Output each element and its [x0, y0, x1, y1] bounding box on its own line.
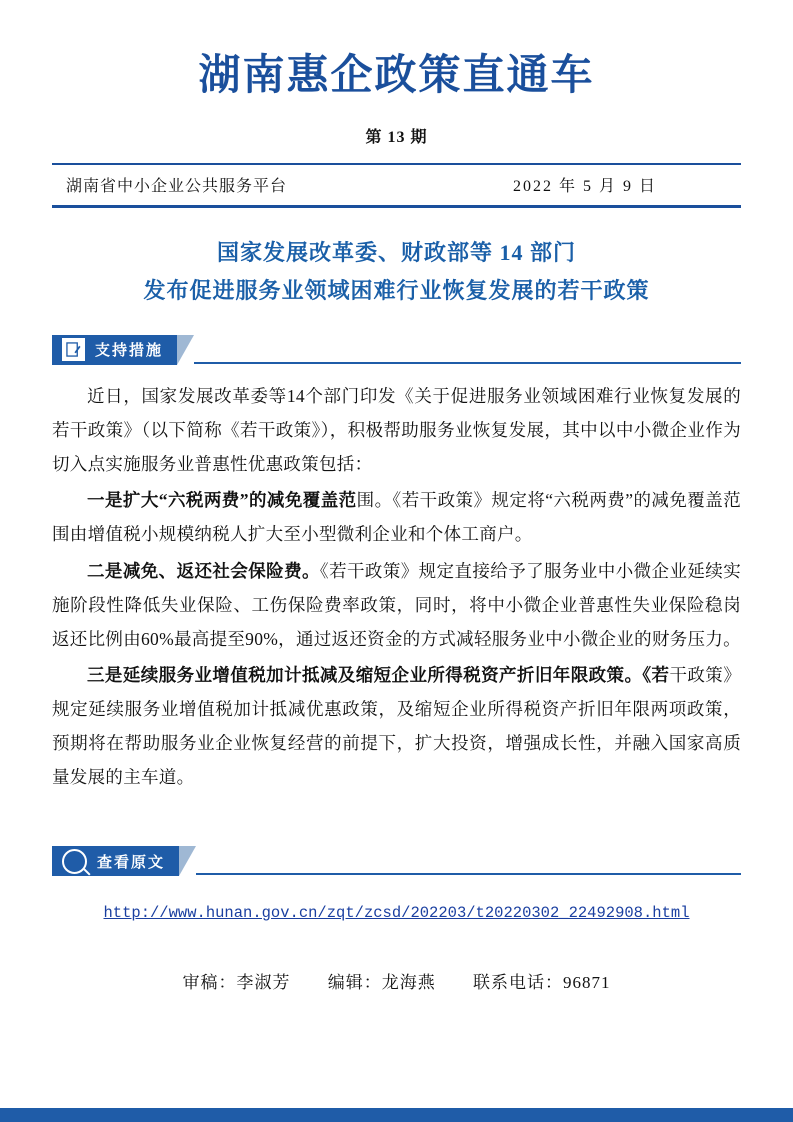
paragraph-lead: 三是延续服务业增值税加计抵减及缩短企业所得税资产折旧年限政策。《若 — [87, 664, 670, 685]
pencil-document-icon — [62, 338, 85, 361]
contact-phone: 联系电话：96871 — [473, 973, 611, 992]
headline-line-2: 发布促进服务业领域困难行业恢复发展的若干政策 — [143, 277, 650, 303]
magnifier-icon — [62, 849, 87, 874]
banner-block — [52, 335, 177, 365]
section-banner-source — [52, 846, 741, 876]
article-body — [52, 379, 741, 795]
paragraph: 一是扩大“六税两费”的减免覆盖范围。《若干政策》规定将“六税两费”的减免覆盖范围由增值税小规模纳税人扩大至小型微利企业和个体工商户。 — [52, 490, 741, 545]
credits — [52, 968, 741, 993]
editor: 编辑：龙海燕 — [327, 973, 436, 992]
source-link[interactable]: http://www.hunan.gov.cn/zqt/zcsd/202203/t20220302_22492908.html — [103, 904, 690, 922]
masthead — [52, 0, 741, 147]
section-source — [52, 846, 741, 922]
banner-tail — [177, 335, 194, 365]
banner-block — [52, 846, 179, 876]
headline-line-1: 国家发展改革委、财政部等 14 部门 — [216, 240, 576, 266]
article-headline — [52, 234, 741, 309]
paragraph: 二是减免、返还社会保险费。《若干政策》规定直接给予了服务业中小微企业延续实施阶段性降低失业保险、工伤保险费率政策，同时，将中小微企业普惠性失业保险稳岗返还比例由60%最高提至90%，通过返还资金的方式减轻服务业中小微企业的财务压力。 — [52, 560, 741, 649]
paragraph: 近日，国家发展改革委等14个部门印发《关于促进服务业领域困难行业恢复发展的若干政策》（以下简称《若干政策》），积极帮助服务业恢复发展，其中以中小微企业作为切入点实施服务业普惠性优惠政策包括： — [52, 385, 741, 475]
section-label-measures: 支持措施 — [95, 343, 164, 360]
banner-tail — [179, 846, 196, 876]
reviewer: 审稿：李淑芳 — [182, 973, 291, 992]
publish-date: 2022 年 5 月 9 日 — [512, 178, 657, 196]
banner-rule — [196, 873, 741, 875]
section-banner-measures — [52, 335, 741, 365]
paragraph-lead: 二是减免、返还社会保险费。 — [87, 560, 320, 581]
issue-number: 第 13 期 — [365, 129, 428, 147]
paragraph: 三是延续服务业增值税加计抵减及缩短企业所得税资产折旧年限政策。《若干政策》规定延续服务业增值税加计抵减优惠政策，及缩短企业所得税资产折旧年限两项政策，预期将在帮助服务业企业恢复经营的前提下，扩大投资，增强成长性，并融入国家高质量发展的主车道。 — [52, 664, 741, 788]
info-bar — [52, 163, 741, 208]
platform-name: 湖南省中小企业公共服务平台 — [66, 178, 288, 196]
section-label-source: 查看原文 — [97, 854, 166, 871]
bottom-strip — [0, 1108, 793, 1122]
paragraph-lead: 一是扩大“六税两费”的减免覆盖范 — [87, 490, 357, 511]
banner-rule — [194, 362, 741, 364]
page-title: 湖南惠企政策直通车 — [198, 50, 595, 99]
